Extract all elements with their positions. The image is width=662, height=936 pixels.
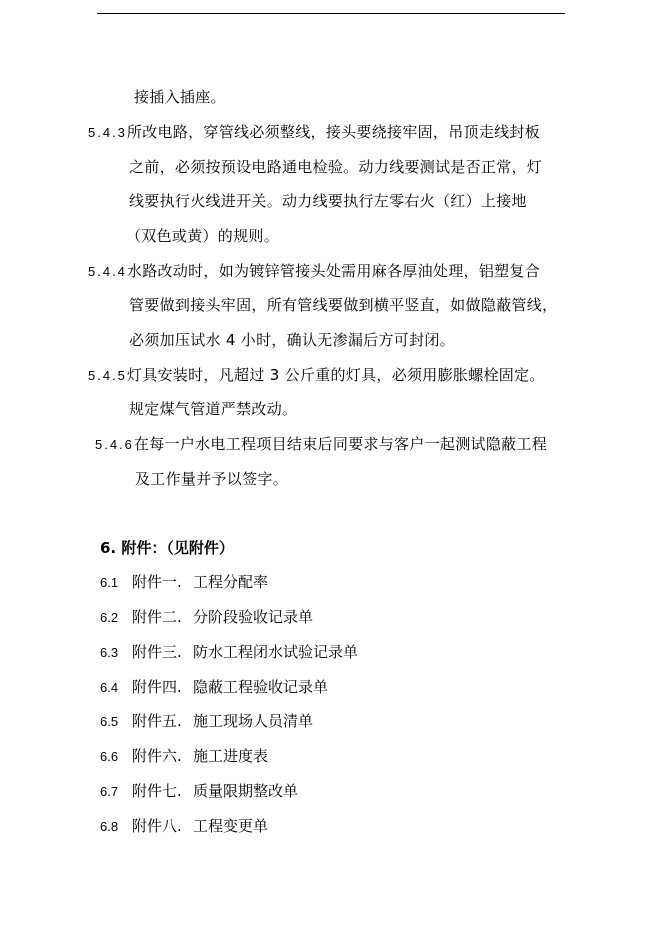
clause-text: 所改电路，穿管线必须整线，接头要绕接牢固，吊顶走线封板 bbox=[126, 123, 541, 141]
clause-5-4-3-line-1 bbox=[88, 122, 540, 143]
clause-5-4-3-line-2: 之前，必须按预设电路通电检验。动力线要测试是否正常，灯 bbox=[129, 158, 543, 176]
clause-number: 5.4.4 bbox=[88, 264, 127, 279]
attachment-number: 6.8 bbox=[100, 819, 119, 834]
clause-number: 5.4.5 bbox=[88, 368, 127, 383]
attachment-title: 防水工程闭水试验记录单 bbox=[193, 643, 359, 661]
attachment-title: 分阶段验收记录单 bbox=[193, 608, 314, 626]
attachment-label: 附件八. bbox=[132, 817, 182, 835]
attachment-row bbox=[100, 711, 313, 732]
clause-text: 水路改动时，如为镀锌管接头处需用麻各厚油处理，铝塑复合 bbox=[126, 262, 541, 280]
attachment-label: 附件五. bbox=[132, 712, 182, 730]
clause-5-4-5-line-2: 规定煤气管道严禁改动。 bbox=[129, 400, 298, 418]
clause-number: 5.4.3 bbox=[88, 125, 127, 140]
attachment-label: 附件一. bbox=[132, 573, 182, 591]
clause-5-4-5-line-1 bbox=[88, 365, 545, 386]
attachment-title: 施工现场人员清单 bbox=[193, 712, 314, 730]
attachment-number: 6.5 bbox=[100, 714, 119, 729]
attachment-number: 6.3 bbox=[100, 645, 119, 660]
attachments-heading: 6. 附件：（见附件） bbox=[100, 539, 234, 557]
attachment-row bbox=[100, 677, 328, 698]
attachment-number: 6.2 bbox=[100, 610, 119, 625]
attachment-title: 工程分配率 bbox=[193, 573, 269, 591]
clause-number: 5.4.6 bbox=[95, 437, 134, 452]
attachment-label: 附件二. bbox=[132, 608, 182, 626]
clause-5-4-6-line-2: 及工作量并予以签字。 bbox=[135, 470, 289, 488]
clause-text: 在每一户水电工程项目结束后同要求与客户一起测试隐蔽工程 bbox=[133, 435, 548, 453]
attachment-title: 隐蔽工程验收记录单 bbox=[193, 678, 329, 696]
clause-5-4-3-line-3: 线要执行火线进开关。动力线要执行左零右火（红）上接地 bbox=[129, 192, 527, 210]
attachment-row bbox=[100, 572, 268, 593]
clause-5-4-4-line-3: 必须加压试水 4 小时，确认无渗漏后方可封闭。 bbox=[129, 331, 455, 349]
clause-5-4-4-line-2: 管要做到接头牢固，所有管线要做到横平竖直，如做隐蔽管线， bbox=[129, 296, 558, 314]
clause-5-4-6-line-1 bbox=[95, 434, 547, 455]
attachment-row bbox=[100, 607, 313, 628]
attachment-row bbox=[100, 781, 298, 802]
attachment-title: 质量限期整改单 bbox=[193, 782, 299, 800]
clause-5-4-3-line-4: （双色或黄）的规则。 bbox=[126, 227, 280, 245]
attachment-number: 6.7 bbox=[100, 784, 119, 799]
attachment-label: 附件三. bbox=[132, 643, 182, 661]
clause-5-4-4-line-1 bbox=[88, 261, 540, 282]
attachment-number: 6.1 bbox=[100, 575, 119, 590]
clause-text: 灯具安装时，凡超过 3 公斤重的灯具，必须用膨胀螺栓固定。 bbox=[126, 366, 545, 384]
attachment-label: 附件六. bbox=[132, 747, 182, 765]
attachment-title: 施工进度表 bbox=[193, 747, 269, 765]
attachment-row bbox=[100, 642, 358, 663]
attachment-title: 工程变更单 bbox=[193, 817, 269, 835]
attachment-row bbox=[100, 746, 268, 767]
attachment-label: 附件七. bbox=[132, 782, 182, 800]
attachment-row bbox=[100, 816, 268, 837]
continuation-text: 接插入插座。 bbox=[134, 88, 226, 106]
attachment-number: 6.4 bbox=[100, 680, 119, 695]
header-rule bbox=[97, 13, 565, 14]
attachment-number: 6.6 bbox=[100, 749, 119, 764]
attachment-label: 附件四. bbox=[132, 678, 182, 696]
